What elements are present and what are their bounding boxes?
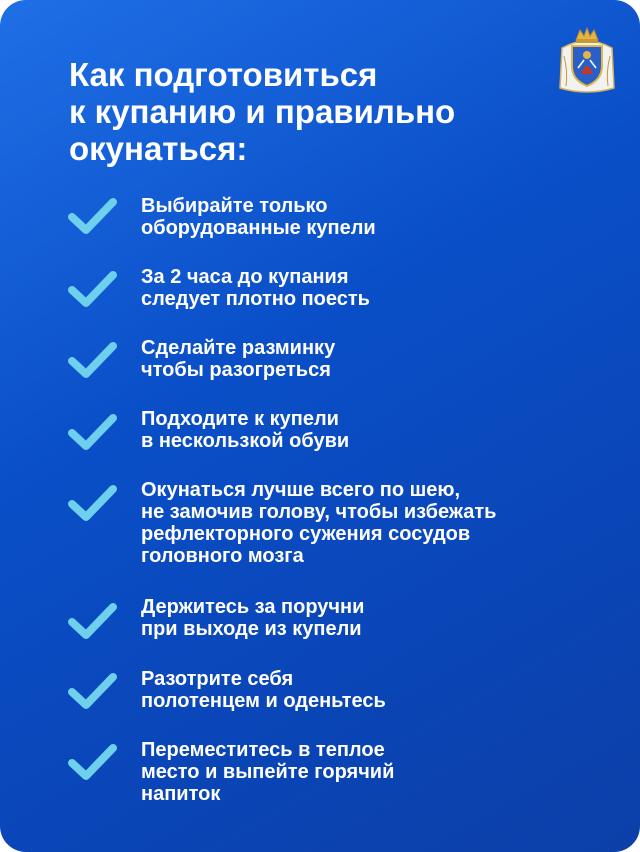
item-line: полотенцем и оденьтесь [141, 690, 386, 712]
checkmark-icon [68, 270, 118, 310]
item-line: не замочив голову, чтобы избежать [141, 501, 497, 523]
title-line: окунаться: [69, 130, 248, 167]
item-text [141, 479, 611, 567]
item-line: Подходите к купели [141, 408, 339, 430]
checkmark-icon [68, 743, 118, 783]
item-line: Окунаться лучше всего по шею, [141, 479, 461, 501]
item-text [141, 668, 611, 712]
item-line: Переместитесь в теплое [141, 739, 385, 761]
item-line: рефлекторного сужения сосудов [141, 523, 471, 545]
item-line: напиток [141, 783, 221, 805]
item-line: Сделайте разминку [141, 337, 336, 359]
item-text [141, 408, 611, 452]
checkmark-icon [68, 602, 118, 642]
item-text [141, 337, 611, 381]
checkmark-icon [68, 484, 118, 524]
item-line: следует плотно поесть [141, 288, 370, 310]
item-line: Разотрите себя [141, 668, 294, 690]
title-line: к купанию и правильно [69, 93, 456, 130]
checkmark-icon [68, 341, 118, 381]
checkmark-icon [68, 413, 118, 453]
item-line: в нескользкой обуви [141, 430, 350, 452]
item-line: оборудованные купели [141, 217, 376, 239]
item-text [141, 266, 611, 310]
item-line: место и выпейте горячий [141, 761, 395, 783]
checkmark-icon [68, 672, 118, 712]
checkmark-icon [68, 197, 118, 237]
item-line: головного мозга [141, 545, 304, 567]
item-text [141, 596, 611, 640]
item-text [141, 195, 611, 239]
item-line: чтобы разогреться [141, 359, 331, 381]
item-line: За 2 часа до купания [141, 266, 349, 288]
title-line: Как подготовиться [69, 56, 378, 93]
item-line: Выбирайте только [141, 195, 328, 217]
item-line: Держитесь за поручни [141, 596, 365, 618]
item-text [141, 739, 611, 805]
item-line: при выходе из купели [141, 618, 362, 640]
